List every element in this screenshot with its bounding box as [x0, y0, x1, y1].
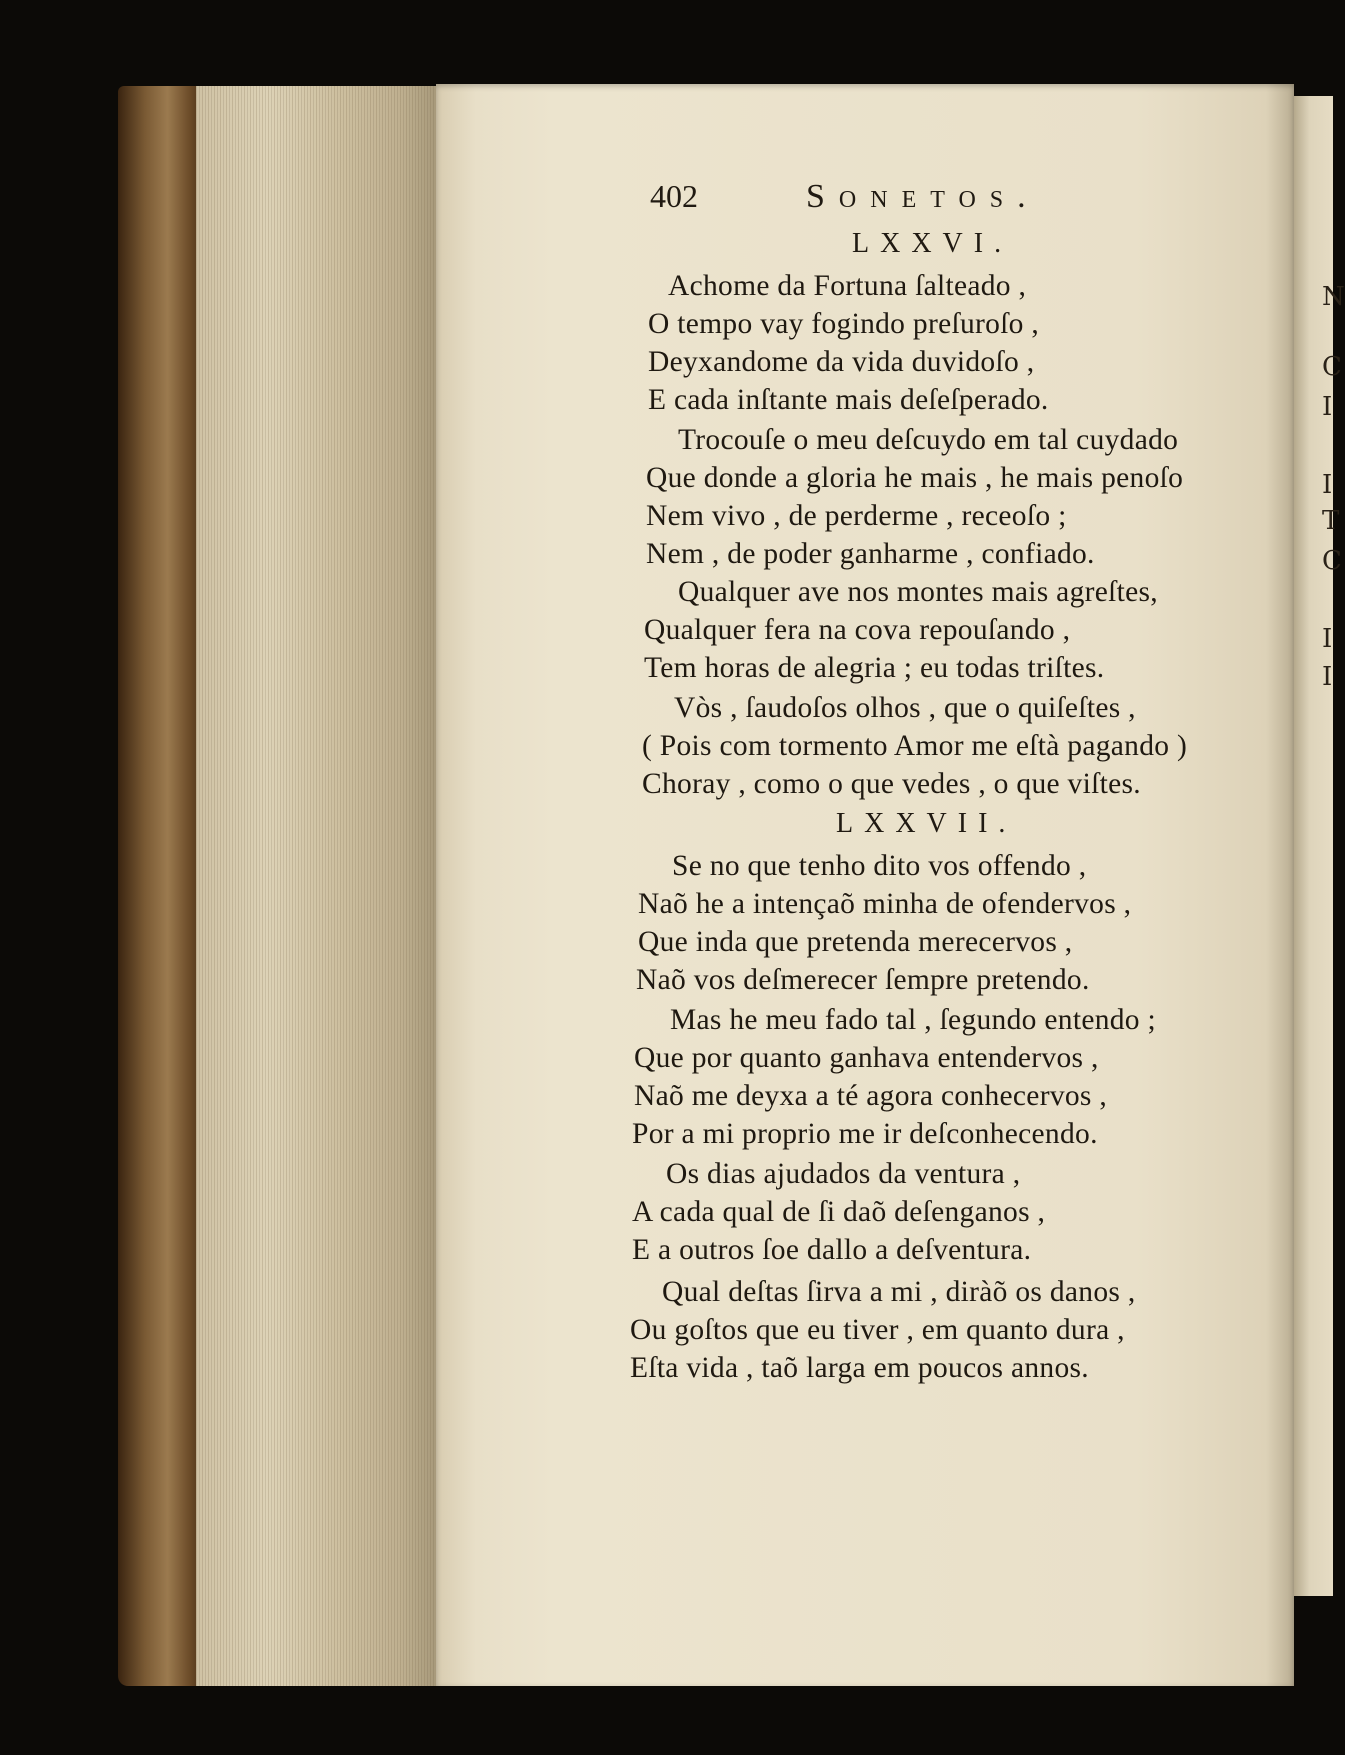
verse-line: Que por quanto ganhava entendervos ,: [634, 1042, 1099, 1074]
verse-line: Naõ me deyxa a té agora conhecervos ,: [634, 1080, 1108, 1112]
sonnet-numeral: LXXVI.: [852, 228, 1013, 259]
verse-line: Ou goſtos que eu tiver , em quanto dura ,: [630, 1314, 1125, 1346]
verse-line: Mas he meu fado tal , ſegundo entendo ;: [670, 1004, 1157, 1036]
verse-line: Os dias ajudados da ventura ,: [666, 1158, 1021, 1190]
verse-line: Qualquer fera na cova repouſando ,: [644, 614, 1071, 646]
facing-letter: I: [1322, 392, 1333, 422]
sonnet-numeral: LXXVII.: [836, 808, 1017, 839]
verse-line: Trocouſe o meu deſcuydo em tal cuydado: [678, 424, 1179, 456]
facing-letter: T: [1322, 506, 1340, 536]
verse-line: Por a mi proprio me ir deſconhecendo.: [632, 1118, 1098, 1150]
verse-line: Se no que tenho dito vos offendo ,: [672, 850, 1087, 882]
verse-line: Choray , como o que vedes , o que viſtes.: [642, 768, 1141, 800]
verse-line: Que inda que pretenda merecervos ,: [638, 926, 1073, 958]
verse-line: Qual deſtas ſirva a mi , diràõ os danos ,: [662, 1276, 1136, 1308]
verse-line: Deyxandome da vida duvidoſo ,: [648, 346, 1035, 378]
verse-line: Vòs , ſaudoſos olhos , que o quiſeſtes ,: [674, 692, 1136, 724]
facing-letter: I: [1322, 662, 1333, 692]
verse-line: Eſta vida , taõ larga em poucos annos.: [630, 1352, 1089, 1384]
verse-line: Que donde a gloria he mais , he mais penoſo: [646, 462, 1184, 494]
verse-line: Nem , de poder ganharme , confiado.: [646, 538, 1095, 570]
verse-line: E a outros ſoe dallo a deſventura.: [632, 1234, 1032, 1266]
verse-line: Naõ vos deſmerecer ſempre pretendo.: [636, 964, 1090, 996]
verse-line: Tem horas de alegria ; eu todas triſtes.: [644, 652, 1105, 684]
verse-line: Achome da Fortuna ſalteado ,: [668, 270, 1027, 302]
verse-line: Naõ he a intençaõ minha de ofendervos ,: [638, 888, 1132, 920]
verse-line: ( Pois com tormento Amor me eſtà pagando ): [642, 730, 1188, 762]
facing-letter: I: [1322, 624, 1333, 654]
verse-line: E cada inſtante mais deſeſperado.: [648, 384, 1049, 416]
running-title: Sonetos.: [806, 178, 1040, 215]
verse-line: Qualquer ave nos montes mais agreſtes,: [678, 576, 1158, 608]
facing-letter: I: [1322, 470, 1333, 500]
page-number: 402: [650, 178, 698, 214]
facing-letter: N: [1322, 282, 1345, 312]
facing-letter: C: [1322, 546, 1342, 576]
verse-line: A cada qual de ſi daõ deſenganos ,: [632, 1196, 1046, 1228]
verse-line: Nem vivo , de perderme , receoſo ;: [646, 500, 1067, 532]
facing-letter: C: [1322, 352, 1342, 382]
verse-line: O tempo vay fogindo preſuroſo ,: [648, 308, 1040, 340]
